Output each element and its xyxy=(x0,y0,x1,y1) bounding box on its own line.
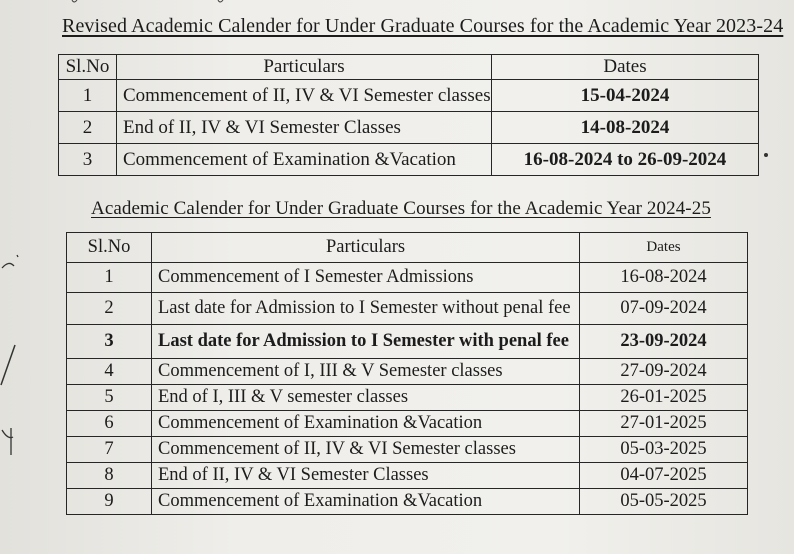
table-row xyxy=(59,144,759,176)
row-date: 26-01-2025 xyxy=(580,385,748,411)
table-row xyxy=(67,325,748,359)
row-sl-no: 6 xyxy=(67,411,152,437)
table-row xyxy=(59,112,759,144)
section2-title: Academic Calender for Under Graduate Courses for the Academic Year 2024-25 xyxy=(91,198,711,219)
row-sl-no: 7 xyxy=(67,437,152,463)
row-particulars: End of II, IV & VI Semester Classes xyxy=(152,463,580,489)
row-particulars: Commencement of II, IV & VI Semester classes xyxy=(117,80,492,112)
row-particulars: Commencement of Examination &Vacation xyxy=(117,144,492,176)
row-particulars: End of I, III & V semester classes xyxy=(152,385,580,411)
row-date: 05-05-2025 xyxy=(580,489,748,515)
row-date: 16-08-2024 xyxy=(580,263,748,293)
row-date: 27-09-2024 xyxy=(580,359,748,385)
top-cut-text-marks xyxy=(70,0,225,4)
calendar-table-2023-24 xyxy=(58,54,759,176)
margin-pen-marks xyxy=(0,240,22,470)
row-particulars: Last date for Admission to I Semester without penal fee xyxy=(152,293,580,325)
row-date: 14-08-2024 xyxy=(492,112,759,144)
row-particulars: Commencement of II, IV & VI Semester classes xyxy=(152,437,580,463)
row-date: 15-04-2024 xyxy=(492,80,759,112)
row-sl-no: 5 xyxy=(67,385,152,411)
row-particulars: Commencement of Examination &Vacation xyxy=(152,411,580,437)
section1-title: Revised Academic Calender for Under Graduate Courses for the Academic Year 2023-24 xyxy=(62,15,784,37)
row-sl-no: 2 xyxy=(67,293,152,325)
row-date: 27-01-2025 xyxy=(580,411,748,437)
table-row xyxy=(67,359,748,385)
row-sl-no: 1 xyxy=(67,263,152,293)
row-sl-no: 3 xyxy=(59,144,117,176)
table-row xyxy=(67,463,748,489)
row-sl-no: 8 xyxy=(67,463,152,489)
sl-no-header: Sl.No xyxy=(59,55,117,80)
row-date: 04-07-2025 xyxy=(580,463,748,489)
table-row xyxy=(67,411,748,437)
row-particulars: Commencement of Examination &Vacation xyxy=(152,489,580,515)
table-row xyxy=(67,293,748,325)
row-date: 16-08-2024 to 26-09-2024 xyxy=(492,144,759,176)
row-particulars: Commencement of I Semester Admissions xyxy=(152,263,580,293)
stray-mark xyxy=(764,153,768,157)
row-date: 23-09-2024 xyxy=(580,325,748,359)
particulars-header: Particulars xyxy=(152,233,580,263)
row-sl-no: 4 xyxy=(67,359,152,385)
table-row xyxy=(67,385,748,411)
table-row xyxy=(67,437,748,463)
table-header-row xyxy=(59,55,759,80)
row-sl-no: 3 xyxy=(67,325,152,359)
row-date: 07-09-2024 xyxy=(580,293,748,325)
table-row xyxy=(67,263,748,293)
table-row xyxy=(67,489,748,515)
sl-no-header: Sl.No xyxy=(67,233,152,263)
row-particulars: Commencement of I, III & V Semester classes xyxy=(152,359,580,385)
row-sl-no: 9 xyxy=(67,489,152,515)
dates-header: Dates xyxy=(492,55,759,80)
table-row xyxy=(59,80,759,112)
row-particulars: End of II, IV & VI Semester Classes xyxy=(117,112,492,144)
particulars-header: Particulars xyxy=(117,55,492,80)
row-particulars: Last date for Admission to I Semester with penal fee xyxy=(152,325,580,359)
calendar-table-2024-25 xyxy=(66,232,748,515)
row-sl-no: 2 xyxy=(59,112,117,144)
table-header-row xyxy=(67,233,748,263)
dates-header: Dates xyxy=(580,233,748,263)
row-date: 05-03-2025 xyxy=(580,437,748,463)
row-sl-no: 1 xyxy=(59,80,117,112)
